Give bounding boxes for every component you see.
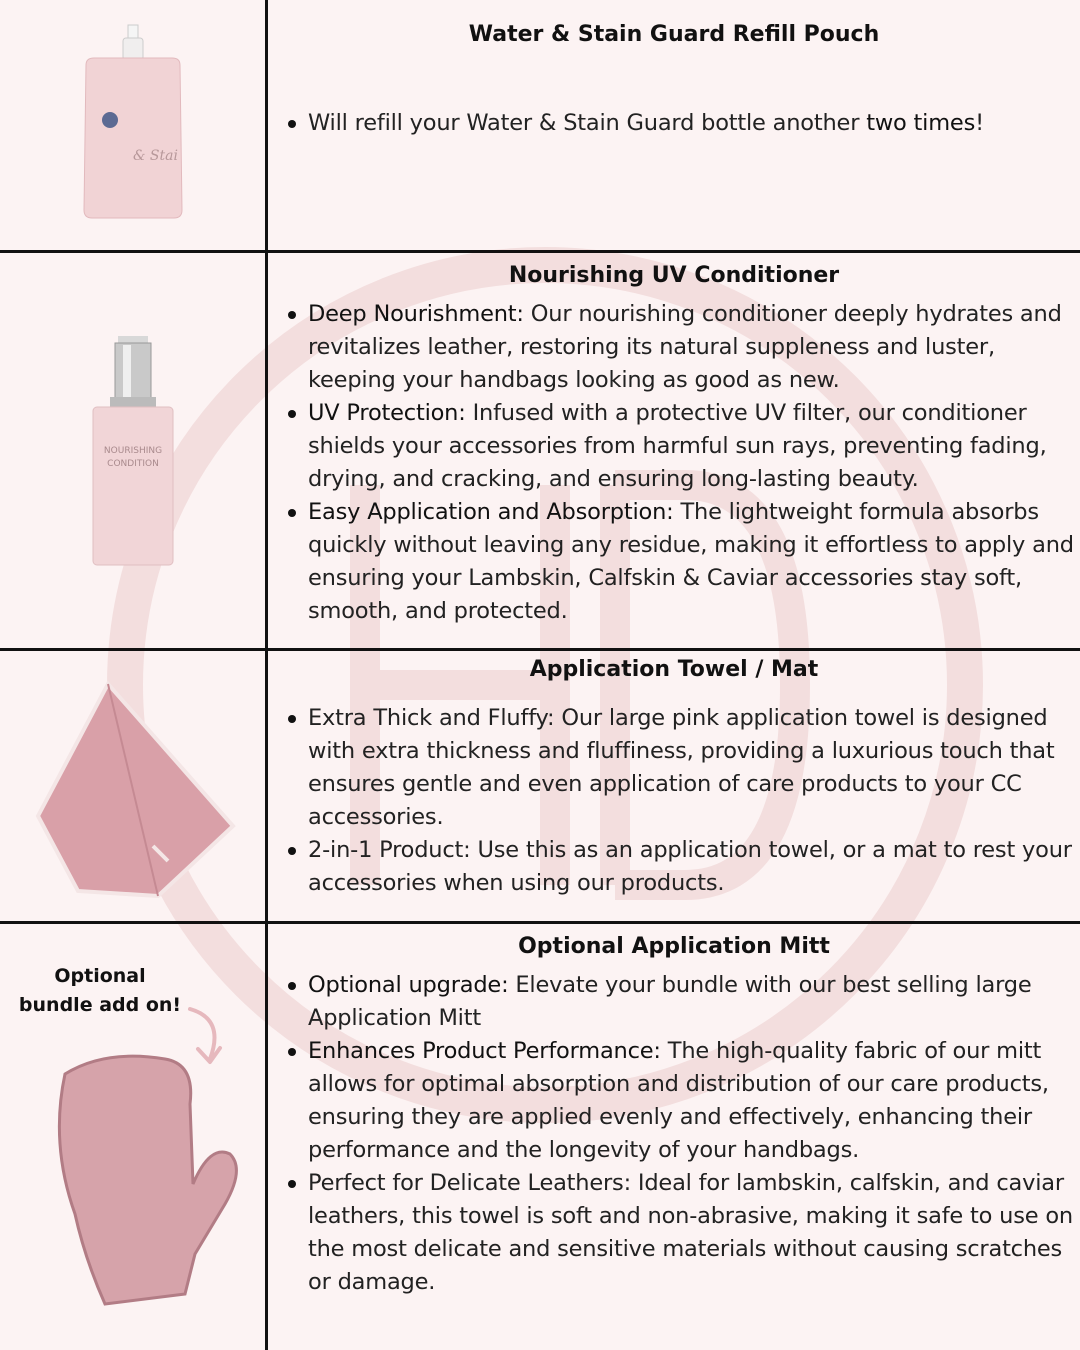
mitt-image bbox=[45, 1044, 245, 1314]
bullet-list bbox=[268, 969, 1080, 1299]
section-mitt bbox=[0, 924, 1080, 1350]
refill-pouch-image bbox=[0, 0, 265, 250]
section-title: Water & Stain Guard Refill Pouch bbox=[468, 22, 880, 47]
svg-text:CONDITION: CONDITION bbox=[106, 458, 159, 469]
list-item: Optional upgrade: Elevate your bundle with our best selling large Application Mitt bbox=[308, 969, 1080, 1035]
bullet-list bbox=[268, 702, 1080, 900]
towel-image bbox=[0, 651, 265, 921]
list-item: Easy Application and Absorption: The lightweight formula absorbs quickly without leaving any residue, making it effortless to apply and ensuring your Lambskin, Calfskin & Caviar accessories stay soft, smooth, and protected. bbox=[308, 496, 1080, 628]
list-item: Deep Nourishment: Our nourishing conditioner deeply hydrates and revitalizes leather, restoring its natural suppleness and luster, keeping your handbags looking as good as new. bbox=[308, 298, 1080, 397]
bullet-list bbox=[268, 298, 1080, 628]
section-title: Application Towel / Mat bbox=[529, 657, 819, 682]
list-item: Will refill your Water & Stain Guard bottle another two times! bbox=[308, 107, 1080, 140]
list-item: Enhances Product Performance: The high-quality fabric of our mitt allows for optimal absorption and distribution of our care products, ensuring they are applied evenly and effectively, enhancing their performance and the longevity of your handbags. bbox=[308, 1035, 1080, 1167]
section-conditioner bbox=[0, 253, 1080, 648]
addon-label: Optional bundle add on! bbox=[18, 965, 182, 1016]
list-item: Perfect for Delicate Leathers: Ideal for lambskin, calfskin, and caviar leathers, this towel is soft and non-abrasive, making it safe to use on the most delicate and sensitive materials without causing scratches or damage. bbox=[308, 1167, 1080, 1299]
bullet-list bbox=[268, 107, 1080, 140]
svg-text:& Stai: & Stai bbox=[132, 148, 178, 164]
section-towel bbox=[0, 651, 1080, 921]
section-title: Nourishing UV Conditioner bbox=[508, 263, 840, 288]
list-item: UV Protection: Infused with a protective UV filter, our conditioner shields your accessories from harmful sun rays, preventing fading, drying, and cracking, and ensuring long-lasting beauty. bbox=[308, 397, 1080, 496]
list-item: Extra Thick and Fluffy: Our large pink application towel is designed with extra thickness and fluffiness, providing a luxurious touch that ensures gentle and even application of care products to your CC accessories. bbox=[308, 702, 1080, 834]
svg-text:NOURISHING: NOURISHING bbox=[103, 445, 162, 456]
list-item: 2-in-1 Product: Use this as an application towel, or a mat to rest your accessories when using our products. bbox=[308, 834, 1080, 900]
conditioner-bottle-image bbox=[0, 253, 265, 648]
section-refill-pouch bbox=[0, 0, 1080, 250]
section-title: Optional Application Mitt bbox=[518, 934, 830, 959]
